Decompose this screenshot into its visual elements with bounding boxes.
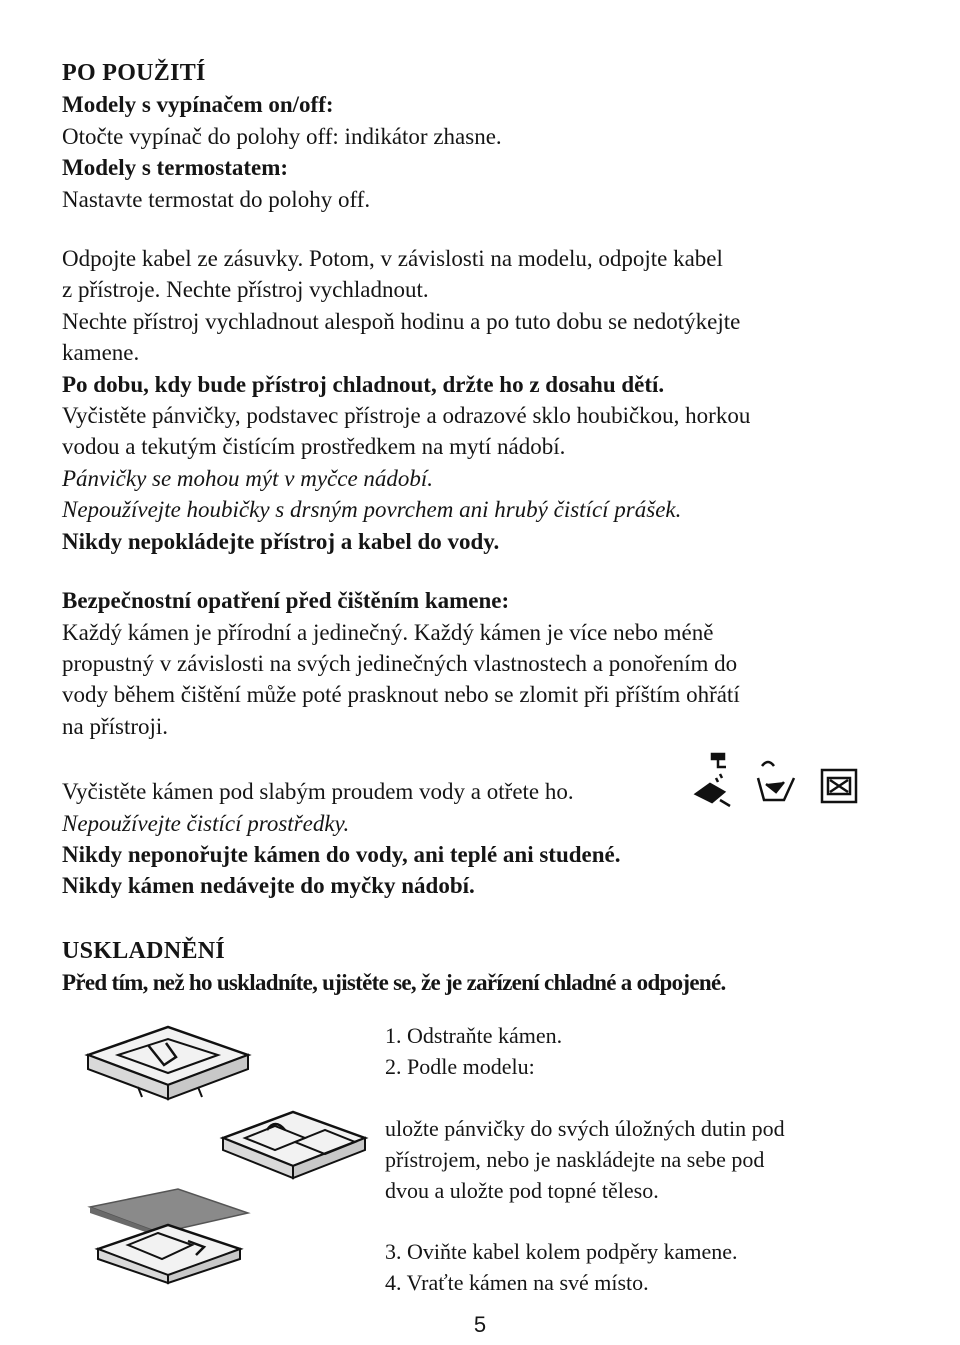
- cleaning-icons: [690, 748, 870, 812]
- storage-steps: [385, 1020, 562, 1082]
- section-heading-after-use: PO POUŽITÍ: [62, 60, 206, 86]
- text-line: vodou a tekutým čistícím prostředkem na mytí nádobí.: [62, 434, 566, 460]
- text-line: Každý kámen je přírodní a jedinečný. Každý kámen je více nebo méně: [62, 619, 714, 645]
- subheading-stone-safety: Bezpečnostní opatření před čištěním kamene:: [62, 588, 510, 614]
- note-line: Nepoužívejte čistící prostředky.: [62, 810, 350, 836]
- no-dishwasher-icon: [822, 770, 856, 802]
- text-line: Vyčistěte pánvičky, podstavec přístroje a odrazové sklo houbičkou, horkou: [62, 403, 751, 429]
- note-line: Pánvičky se mohou mýt v myčce nádobí.: [62, 465, 434, 491]
- hand-wipe-icon: [758, 762, 794, 800]
- storage-step-2: 2. Podle modelu:: [385, 1054, 535, 1079]
- onoff-instruction: Otočte vypínač do polohy off: indikátor zhasne.: [62, 123, 502, 149]
- warning-line: Nikdy kámen nedávejte do myčky nádobí.: [62, 873, 475, 899]
- storage-step-4: 4. Vraťte kámen na své místo.: [385, 1270, 649, 1295]
- warning-line: Nikdy neponořujte kámen do vody, ani teplé ani studené.: [62, 841, 621, 867]
- warning-line: Nikdy nepokládejte přístroj a kabel do vody.: [62, 528, 500, 554]
- storage-step-2-detail: [385, 1113, 785, 1206]
- text-line: na přístroji.: [62, 713, 169, 739]
- text-line: uložte pánvičky do svých úložných dutin pod: [385, 1116, 785, 1141]
- storage-illustration-2: [215, 1098, 395, 1193]
- storage-step-1: 1. Odstraňte kámen.: [385, 1023, 563, 1048]
- storage-illustration-1: [78, 1015, 258, 1110]
- text-line: dvou a uložte pod topné těleso.: [385, 1178, 659, 1203]
- note-line: Nepoužívejte houbičky s drsným povrchem ani hrubý čistící prášek.: [62, 497, 682, 523]
- text-line: z přístroje. Nechte přístroj vychladnout.: [62, 277, 429, 303]
- text-line: propustný v závislosti na svých jedinečných vlastnostech a ponořením do: [62, 650, 738, 676]
- page-number: 5: [473, 1312, 487, 1337]
- warning-line: Po dobu, kdy bude přístroj chladnout, držte ho z dosahu dětí.: [62, 371, 665, 397]
- storage-illustration-3: [78, 1185, 258, 1290]
- text-line: kamene.: [62, 340, 140, 366]
- text-line: Odpojte kabel ze zásuvky. Potom, v závislosti na modelu, odpojte kabel: [62, 246, 723, 272]
- subheading-thermostat-models: Modely s termostatem:: [62, 155, 289, 181]
- storage-steps-end: [385, 1236, 738, 1298]
- storage-step-3: 3. Oviňte kabel kolem podpěry kamene.: [385, 1239, 738, 1264]
- thermostat-instruction: Nastavte termostat do polohy off.: [62, 186, 371, 212]
- manual-page: [62, 58, 902, 999]
- text-line: vody během čištění může poté prasknout nebo se zlomit při příštím ohřátí: [62, 682, 740, 708]
- text-line: přístrojem, nebo je naskládejte na sebe pod: [385, 1147, 765, 1172]
- text-line: Vyčistěte kámen pod slabým proudem vody a otřete ho.: [62, 779, 574, 805]
- storage-intro: Před tím, než ho uskladníte, ujistěte se, že je zařízení chladné a odpojené.: [62, 970, 726, 996]
- tap-water-icon: [696, 754, 730, 806]
- text-line: Nechte přístroj vychladnout alespoň hodinu a po tuto dobu se nedotýkejte: [62, 308, 741, 334]
- subheading-onoff-models: Modely s vypínačem on/off:: [62, 92, 334, 118]
- section-heading-storage: USKLADNĚNÍ: [62, 937, 226, 964]
